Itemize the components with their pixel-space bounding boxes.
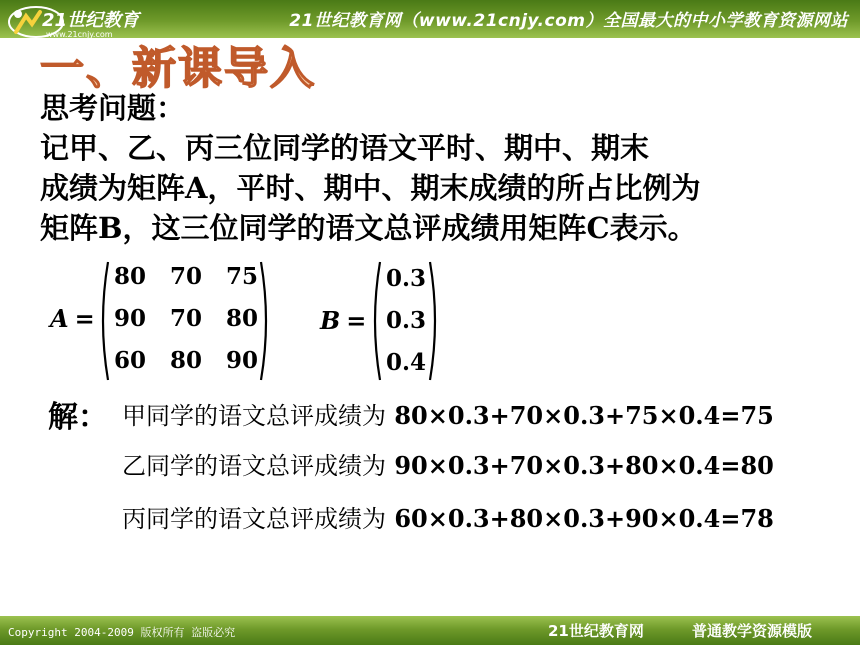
matrix-a-cell: 70 <box>169 305 202 332</box>
matrix-a-label <box>50 304 95 333</box>
logo-url: www.21cnjy.com <box>46 30 113 39</box>
question-line: 成绩为矩阵A，平时、期中、期末成绩的所占比例为 <box>40 171 701 205</box>
matrix-a-cell: 90 <box>113 305 146 332</box>
slide-title: 一、新课导入 <box>40 43 316 94</box>
matrix-a-cell: 60 <box>113 347 146 374</box>
solution-label: 解： <box>48 400 108 435</box>
solution-formula: 90×0.3+70×0.3+80×0.4=80 <box>394 451 774 480</box>
question-line: 记甲、乙、丙三位同学的语文平时、期中、期末 <box>40 131 650 165</box>
solution-text: 乙同学的语文总评成绩为 <box>122 452 386 480</box>
footer-site-name: 21世纪教育网 <box>548 622 644 640</box>
solution-formula: 60×0.3+80×0.3+90×0.4=78 <box>394 504 774 533</box>
matrix-b-label <box>320 306 366 335</box>
solution-text: 甲同学的语文总评成绩为 <box>122 402 386 430</box>
matrix-b-cell: 0.3 <box>385 265 426 292</box>
matrix-a-cell: 80 <box>169 347 202 374</box>
matrix-b-cell: 0.4 <box>385 349 426 376</box>
matrix-b-cell: 0.3 <box>385 307 426 334</box>
logo-text: 21世纪教育 <box>42 10 140 31</box>
site-banner-text: 21世纪教育网（www.21cnjy.com）全国最大的中小学教育资源网站 <box>289 11 848 31</box>
solution-line <box>122 446 774 481</box>
matrix-b-name: B <box>320 306 341 335</box>
matrix-a-equals: = <box>74 304 95 333</box>
matrix-a-cell: 80 <box>225 305 258 332</box>
solution-formula: 80×0.3+70×0.3+75×0.4=75 <box>394 401 774 430</box>
matrix-a-cell: 75 <box>225 263 258 290</box>
matrix-b-equals: = <box>346 306 367 335</box>
matrix-a-name: A <box>50 304 69 333</box>
question-line: 矩阵B，这三位同学的语文总评成绩用矩阵C表示。 <box>40 211 697 245</box>
solution-line <box>122 499 774 534</box>
question-block <box>40 88 840 248</box>
matrix-a-cell: 70 <box>169 263 202 290</box>
solution-line <box>122 396 774 431</box>
footer-template-name: 普通教学资源模版 <box>692 622 813 640</box>
matrix-a-cell: 80 <box>113 263 146 290</box>
matrix-a-cell: 90 <box>225 347 258 374</box>
footer-copyright: Copyright 2004-2009 版权所有 盗版必究 <box>8 626 236 639</box>
solution-text: 丙同学的语文总评成绩为 <box>122 505 386 533</box>
question-heading: 思考问题： <box>40 91 186 125</box>
